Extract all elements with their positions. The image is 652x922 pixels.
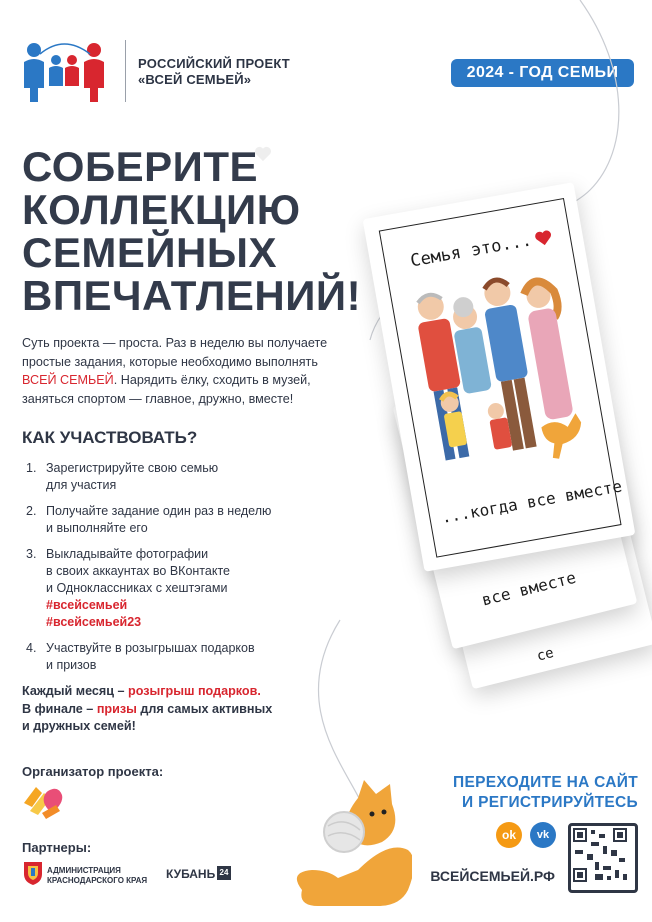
step-number: 1.	[26, 461, 37, 475]
step-text: Участвуйте в розыгрышах подарков	[46, 641, 255, 655]
hashtag-2: #всейсемьей23	[46, 615, 142, 629]
step-text: и выполняйте его	[46, 521, 148, 535]
step-text: в своих аккаунтах во ВКонтакте	[46, 564, 230, 578]
step-text: Выкладывайте фотографии	[46, 547, 209, 561]
cat-with-yarn-icon	[292, 770, 412, 910]
postcard-back-1-text: все вместе	[479, 567, 578, 610]
step-text: и призов	[46, 658, 97, 672]
step-text: и Одноклассниках с хештэгами	[46, 581, 228, 595]
monthly-line-2	[22, 701, 322, 719]
step-text: для участия	[46, 478, 117, 492]
monthly-line-1	[22, 683, 322, 701]
organizer-hands-logo-icon	[22, 783, 66, 821]
admin-line-2: КРАСНОДАРСКОГО КРАЯ	[47, 876, 148, 885]
step-1	[26, 460, 326, 494]
step-number: 2.	[26, 504, 37, 518]
monthly-line-3: и дружных семей!	[22, 719, 136, 733]
monthly-text: Каждый месяц –	[22, 684, 129, 698]
monthly-text: для самых активных	[136, 701, 273, 716]
headline-line-1: СОБЕРИТЕ	[22, 143, 259, 190]
family-illustration-icon	[395, 260, 603, 488]
coat-of-arms-icon	[22, 860, 44, 886]
step-2	[26, 503, 326, 537]
step-3	[26, 546, 326, 631]
step-text: Получайте задание один раз в неделю	[46, 504, 272, 518]
project-title-line1: РОССИЙСКИЙ ПРОЕКТ	[138, 56, 290, 71]
qr-code-icon	[571, 826, 629, 884]
step-number: 3.	[26, 547, 37, 561]
organizer-label: Организатор проекта:	[22, 764, 164, 779]
postcard-top-text: Семья это...	[408, 230, 534, 272]
postcard-back-2-text: се	[535, 644, 556, 665]
logo-divider	[125, 40, 126, 102]
headline-line-4: ВПЕЧАТЛЕНИЙ!	[22, 272, 362, 319]
admin-line-1: АДМИНИСТРАЦИЯ	[47, 866, 121, 875]
red-heart-icon	[533, 229, 554, 248]
cta-line-1: ПЕРЕХОДИТЕ НА САЙТ	[453, 774, 638, 791]
monthly-text: В финале –	[22, 701, 97, 716]
intro-paragraph	[22, 334, 352, 408]
intro-text-1: Суть проекта — проста. Раз в неделю вы получаете простые задания, которые необходимо выполнять	[22, 336, 328, 369]
monthly-highlight: розыгрыш подарков.	[128, 684, 261, 698]
monthly-prizes-text	[22, 683, 322, 736]
hashtag-1: #всейсемьей	[46, 598, 128, 612]
postcard-bottom-text: ...когда все вместе	[439, 476, 624, 527]
headline-line-2: КОЛЛЕКЦИЮ	[22, 186, 301, 233]
kuban24-logo-number: 24	[217, 866, 231, 880]
intro-text-2: . Нарядить ёлку, сходить в музей, заняться спортом — главное, дружно, вместе!	[22, 373, 311, 406]
step-4	[26, 640, 326, 674]
qr-code[interactable]	[568, 823, 638, 893]
step-number: 4.	[26, 641, 37, 655]
cta-line-2: И РЕГИСТРИРУЙТЕСЬ	[462, 794, 638, 811]
step-text: Зарегистрируйте свою семью	[46, 461, 219, 475]
how-to-participate-title: КАК УЧАСТВОВАТЬ?	[22, 428, 198, 447]
odnoklassniki-icon[interactable]: ok	[496, 822, 522, 848]
year-of-family-badge: 2024 - ГОД СЕМЬИ	[451, 59, 634, 87]
intro-highlight: ВСЕЙ СЕМЬЕЙ	[22, 373, 114, 388]
kuban24-logo-text: КУБАНЬ	[166, 867, 216, 881]
vkontakte-icon[interactable]: vk	[530, 822, 556, 848]
monthly-highlight: призы	[96, 701, 137, 716]
project-title-line2: «ВСЕЙ СЕМЬЕЙ»	[138, 72, 252, 87]
steps-list	[26, 460, 326, 683]
partners-label: Партнеры:	[22, 840, 92, 855]
website-link[interactable]: ВСЕЙСЕМЬЕЙ.РФ	[430, 868, 555, 884]
headline-line-3: СЕМЕЙНЫХ	[22, 229, 277, 276]
family-logo-icon	[20, 38, 112, 106]
